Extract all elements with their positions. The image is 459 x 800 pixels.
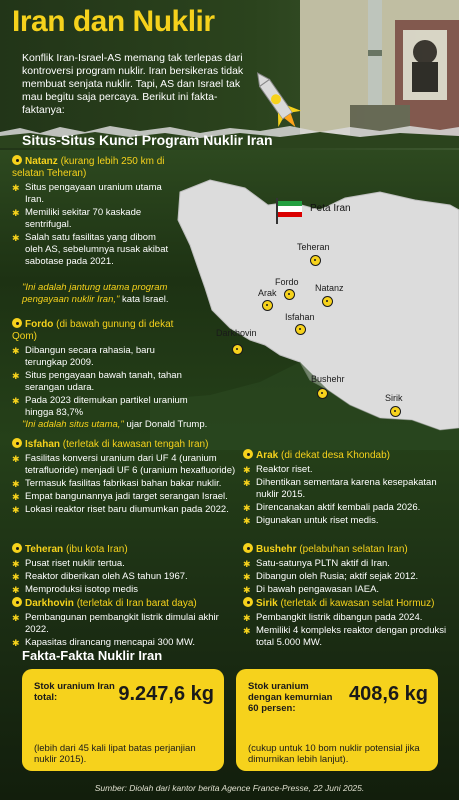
radiation-icon — [12, 318, 22, 328]
darkhovin-nuclear-icon — [232, 344, 243, 355]
list-item: ✱ Memiliki 4 kompleks reaktor dengan produksi total 5.000 MW. — [243, 625, 455, 649]
fact-box-total-stock — [22, 669, 224, 771]
natanz-nuclear-icon — [322, 296, 333, 307]
bushehr-nuclear-icon — [317, 388, 328, 399]
list-item: ✱ Termasuk fasilitas fabrikasi bahan bakar nuklir. — [12, 478, 237, 490]
list-item: ✱ Pembangunan pembangkit listrik dimulai akhir 2022. — [12, 612, 232, 636]
site-fordo — [12, 318, 192, 420]
site-name: Natanz — [25, 156, 58, 167]
quote-text: "Ini adalah jantung utama program pengayaan nuklir Iran," — [22, 282, 168, 305]
teheran-nuclear-icon — [310, 255, 321, 266]
fact-box-60-percent-stock — [236, 669, 438, 771]
fact-note: (lebih dari 45 kali lipat batas perjanjian nuklir 2015). — [34, 743, 196, 765]
isfahan-nuclear-icon — [295, 324, 306, 335]
list-item: ✱ Salah satu fasilitas yang dibom oleh AS, sebelumnya rusak akibat sabotase pada 2021. — [12, 232, 172, 268]
site-teheran — [12, 543, 237, 597]
list-item: ✱ Situs pengayaan uranium utama Iran. — [12, 182, 172, 206]
radiation-icon — [12, 543, 22, 553]
fact-label: Stok uranium Iran total: — [34, 681, 115, 703]
city-label-sirik: Sirik — [385, 393, 403, 403]
site-isfahan — [12, 438, 237, 517]
site-name: Darkhovin — [25, 598, 74, 609]
list-item: ✱ Pada 2023 ditemukan partikel uranium hingga 83,7% — [12, 395, 192, 419]
site-desc: (di dekat desa Khondab) — [281, 450, 390, 461]
site-name: Fordo — [25, 319, 54, 330]
list-item: ✱ Situs pengayaan bawah tanah, tahan serangan udara. — [12, 370, 192, 394]
page-title: Iran dan Nuklir — [12, 5, 215, 38]
quote-fordo — [22, 419, 222, 431]
list-item: ✱ Dibangun oleh Rusia; aktif sejak 2012. — [243, 571, 453, 583]
list-item: ✱ Di bawah pengawasan IAEA. — [243, 584, 453, 596]
list-item: ✱ Dihentikan sementara karena kesepakatan nuklir 2015. — [243, 477, 453, 501]
list-item: ✱ Pembangkit listrik dibangun pada 2024. — [243, 612, 455, 624]
city-label-darkhovin: Darkhovin — [216, 328, 257, 338]
list-item: ✱ Fasilitas konversi uranium dari UF 4 (uranium tetrafluoride) menjadi UF 6 (uranium hexafluoride) — [12, 453, 237, 477]
site-desc: (terletak di kawasan selat Hormuz) — [280, 598, 435, 609]
list-item: ✱ Memiliki sekitar 70 kaskade sentrifugal. — [12, 207, 172, 231]
radiation-icon — [12, 438, 22, 448]
city-label-isfahan: Isfahan — [285, 312, 315, 322]
site-arak — [243, 449, 453, 528]
section-title: Situs-Situs Kunci Program Nuklir Iran — [22, 132, 273, 148]
site-desc: (ibu kota Iran) — [65, 544, 128, 555]
site-desc: (pelabuhan selatan Iran) — [299, 544, 408, 555]
intro-text: Konflik Iran-Israel-AS memang tak terlepas dari kontroversi program nuklir. Iran bersikeras tidak membuat senjata nuklir. Tapi, AS dan Israel tak mau begitu saja percaya. Berikut ini fakta-faktanya: — [22, 52, 244, 116]
site-desc: (di bawah gunung di dekat Qom) — [12, 319, 174, 342]
list-item: ✱ Direncanakan aktif kembali pada 2026. — [243, 502, 453, 514]
fordo-nuclear-icon — [284, 289, 295, 300]
list-item: ✱ Kapasitas dirancang mencapai 300 MW. — [12, 637, 232, 649]
city-label-bushehr: Bushehr — [311, 374, 345, 384]
site-name: Arak — [256, 450, 279, 461]
facts-title: Fakta-Fakta Nuklir Iran — [22, 648, 163, 663]
site-sirik — [243, 597, 455, 650]
site-bushehr — [243, 543, 453, 597]
fact-note: (cukup untuk 10 bom nuklir potensial jika dimurnikan lebih lanjut). — [248, 743, 420, 765]
list-item: ✱ Lokasi reaktor riset baru diumumkan pada 2022. — [12, 504, 237, 516]
site-natanz — [12, 155, 172, 269]
quote-attribution: ujar Donald Trump. — [123, 419, 208, 430]
list-item: ✱ Dibangun secara rahasia, baru terungkap 2009. — [12, 345, 192, 369]
radiation-icon — [243, 543, 253, 553]
radiation-icon — [12, 155, 22, 165]
list-item: ✱ Empat bangunannya jadi target serangan Israel. — [12, 491, 237, 503]
fact-value: 9.247,6 kg — [118, 683, 214, 705]
fact-label: Stok uranium dengan kemurnian 60 persen: — [248, 681, 333, 714]
radiation-icon — [243, 597, 253, 607]
site-name: Teheran — [25, 544, 64, 555]
map-label: Peta Iran — [310, 203, 351, 214]
site-desc: (terletak di kawasan tengah Iran) — [62, 439, 209, 450]
site-name: Isfahan — [25, 439, 61, 450]
list-item: ✱ Satu-satunya PLTN aktif di Iran. — [243, 558, 453, 570]
site-desc: (kurang lebih 250 km di selatan Teheran) — [12, 156, 165, 179]
radiation-icon — [12, 597, 22, 607]
site-name: Sirik — [256, 598, 278, 609]
city-label-fordo: Fordo — [275, 277, 299, 287]
quote-text: "Ini adalah situs utama," — [22, 419, 124, 430]
list-item: ✱ Reaktor riset. — [243, 464, 453, 476]
iran-flag-icon — [278, 201, 302, 217]
list-item: ✱ Pusat riset nuklir tertua. — [12, 558, 237, 570]
city-label-teheran: Teheran — [297, 242, 330, 252]
quote-natanz — [22, 282, 197, 306]
source-credit: Sumber: Diolah dari kantor berita Agence France-Presse, 22 Juni 2025. — [94, 783, 365, 793]
radiation-icon — [243, 449, 253, 459]
site-darkhovin — [12, 597, 232, 650]
city-label-arak: Arak — [258, 288, 277, 298]
fact-value: 408,6 kg — [349, 683, 428, 705]
city-label-natanz: Natanz — [315, 283, 344, 293]
list-item: ✱ Reaktor diberikan oleh AS tahun 1967. — [12, 571, 237, 583]
arak-nuclear-icon — [262, 300, 273, 311]
site-name: Bushehr — [256, 544, 297, 555]
site-desc: (terletak di Iran barat daya) — [76, 598, 197, 609]
list-item: ✱ Memproduksi isotop medis — [12, 584, 237, 596]
quote-attribution: kata Israel. — [119, 294, 169, 305]
list-item: ✱ Digunakan untuk riset medis. — [243, 515, 453, 527]
sirik-nuclear-icon — [390, 406, 401, 417]
